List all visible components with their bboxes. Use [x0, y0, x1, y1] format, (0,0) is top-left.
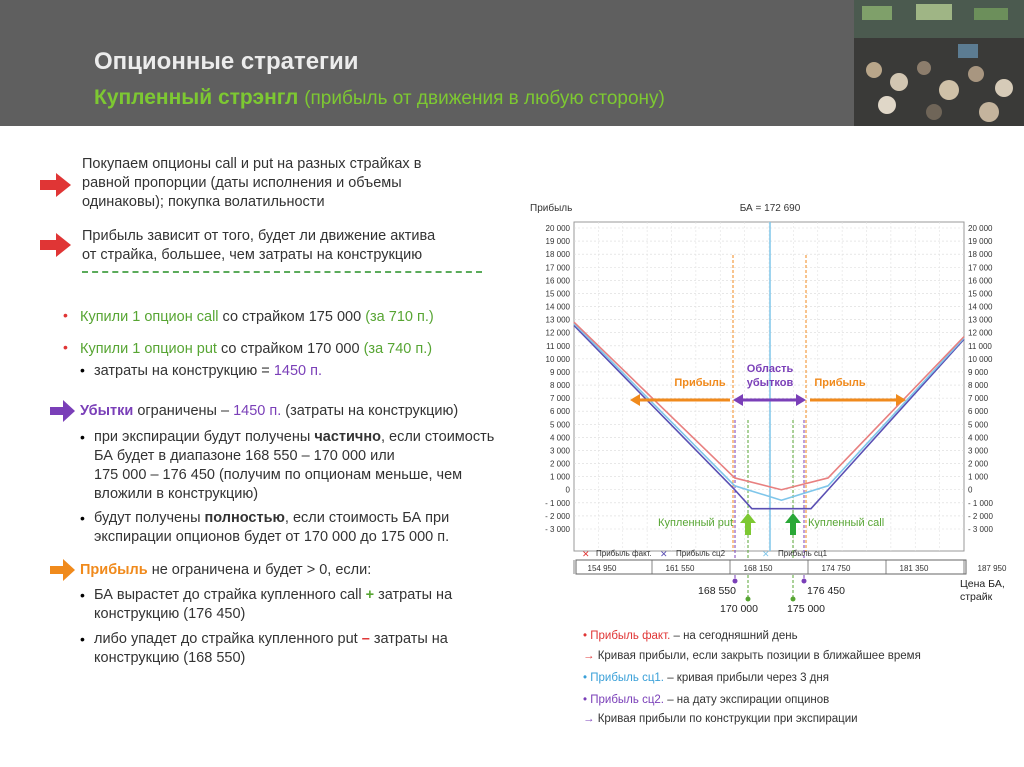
p1-line: Покупаем опционы call и put на разных страйках в — [82, 156, 422, 172]
profit-item-2 — [94, 630, 448, 668]
put-strike: со страйком 170 000 — [220, 341, 360, 357]
profit2-line: конструкцию (168 550) — [94, 650, 246, 666]
note-4 — [583, 694, 829, 706]
y-tick-label: 12 000 — [545, 328, 570, 338]
note-3 — [583, 672, 829, 684]
red-arrow-icon — [40, 172, 72, 198]
loss1-text: при экспирации будут получены — [94, 429, 311, 445]
y-tick-label: 17 000 — [545, 263, 570, 273]
mark-dot — [791, 597, 796, 602]
y-tick-label: 2 000 — [549, 459, 570, 469]
loss-text: ограничены – — [137, 403, 230, 419]
y-tick-label: 10 000 — [968, 354, 993, 364]
y-tick-label: - 2 000 — [545, 511, 570, 521]
profit-word: Прибыль — [80, 562, 148, 578]
mark-176450: 176 450 — [807, 585, 845, 597]
red-bullet-icon: • — [63, 307, 68, 323]
put-line — [80, 340, 432, 359]
loss1-text: , если стоимость — [380, 429, 495, 445]
y-tick-label: 18 000 — [545, 250, 570, 260]
plus-sign: + — [365, 587, 375, 603]
y-tick-label: 12 000 — [968, 328, 993, 338]
bullet-icon: • — [80, 587, 85, 603]
strangle-chart — [525, 195, 1024, 620]
profit1-text: БА вырастет до страйка купленного call — [94, 587, 362, 603]
y-tick-label: 0 — [968, 485, 973, 495]
legend-sc2: Прибыль сц2 — [676, 549, 726, 558]
p1-line: равной пропорции (даты исполнения и объемы — [82, 175, 402, 191]
subtitle-note: (прибыль от движения в любую сторону) — [304, 88, 665, 109]
y-ticks-left — [545, 224, 570, 534]
put-label: Купленный put — [658, 517, 733, 529]
x-tick-label: 168 150 — [743, 564, 773, 573]
loss2-text: будут получены — [94, 510, 201, 526]
purple-bullet-icon: • — [583, 694, 588, 706]
x-tick-label: 181 350 — [899, 564, 929, 573]
note-5 — [583, 713, 858, 725]
zone-loss-line2: убытков — [746, 377, 794, 389]
purple-arrow-icon: → — [583, 713, 595, 725]
mark-175000: 175 000 — [787, 603, 825, 615]
purple-arrow-icon — [50, 400, 76, 422]
cost-line — [94, 362, 322, 381]
put-text: Купили 1 опцион put — [80, 341, 217, 357]
loss-item-2 — [94, 509, 449, 547]
y-axis-label: Прибыль — [530, 203, 573, 214]
profit-heading — [80, 561, 371, 580]
loss1-bold: частично — [314, 429, 381, 445]
y-tick-label: 10 000 — [545, 354, 570, 364]
y-tick-label: 20 000 — [968, 224, 993, 233]
x-tick-label: 161 550 — [665, 564, 695, 573]
y-tick-label: 9 000 — [968, 367, 989, 377]
y-tick-label: 15 000 — [545, 289, 570, 299]
call-text: Купили 1 опцион call — [80, 309, 219, 325]
note-4-text: – на дату экспирации опцинов — [667, 694, 830, 706]
profit1-text: затраты на — [378, 587, 453, 603]
loss-note: (затраты на конструкцию) — [285, 403, 459, 419]
red-bullet-icon: • — [63, 339, 68, 355]
y-tick-label: - 2 000 — [968, 511, 993, 521]
dashed-divider — [82, 271, 482, 273]
y-tick-label: 15 000 — [968, 289, 993, 299]
y-tick-label: - 3 000 — [545, 525, 570, 534]
legend-fact: Прибыль факт. — [596, 549, 652, 558]
p2-line: Прибыль зависит от того, будет ли движение актива — [82, 228, 436, 244]
y-tick-label: 8 000 — [549, 381, 570, 391]
x-axis-label-2: страйк — [960, 591, 993, 603]
cost-text: затраты на конструкцию = — [94, 363, 270, 379]
y-tick-label: 13 000 — [545, 315, 570, 325]
x-tick-label: 154 950 — [587, 564, 617, 573]
note-3-text: – кривая прибыли через 3 дня — [667, 672, 829, 684]
y-tick-label: 3 000 — [968, 446, 989, 456]
loss1-line: БА будет в диапазоне 168 550 – 170 000 или — [94, 448, 395, 464]
y-tick-label: - 3 000 — [968, 525, 993, 534]
p1-line: одинаковы); покупка волатильности — [82, 194, 325, 210]
profit-text: не ограничена и будет > 0, если: — [151, 562, 372, 578]
note-1-key: Прибыль факт. — [590, 630, 671, 642]
y-tick-label: 7 000 — [549, 394, 570, 404]
legend-x-icon: ✕ — [582, 549, 590, 559]
call-price: (за 710 п.) — [365, 309, 434, 325]
y-tick-label: 16 000 — [968, 276, 993, 286]
put-price: (за 740 п.) — [363, 341, 433, 357]
red-arrow-icon — [40, 232, 72, 258]
zone-loss-line1: Область — [746, 363, 794, 375]
y-tick-label: 2 000 — [968, 459, 989, 469]
y-tick-label: 11 000 — [968, 341, 992, 351]
minus-sign: – — [361, 631, 370, 647]
mark-dot — [733, 579, 738, 584]
paragraph-2 — [82, 227, 435, 265]
y-tick-label: - 1 000 — [545, 498, 570, 508]
y-tick-label: 19 000 — [545, 237, 570, 247]
profit2-text: либо упадет до страйка купленного put — [94, 631, 358, 647]
y-tick-label: 1 000 — [549, 472, 570, 482]
mark-170000: 170 000 — [720, 603, 758, 615]
y-tick-label: 13 000 — [968, 315, 993, 325]
loss-word: Убытки — [80, 403, 134, 419]
zone-profit-left: Прибыль — [674, 377, 726, 389]
profit-item-1 — [94, 586, 452, 624]
bullet-icon: • — [80, 362, 85, 378]
y-tick-label: 14 000 — [968, 302, 993, 312]
y-tick-label: 4 000 — [968, 433, 989, 443]
y-tick-label: 11 000 — [546, 341, 570, 351]
header-bar — [0, 0, 1024, 126]
mark-dot — [746, 597, 751, 602]
orange-arrow-icon — [50, 559, 76, 581]
legend-sc1: Прибыль сц1 — [778, 549, 828, 558]
x-tick-label: 187 950 — [977, 564, 1007, 573]
y-tick-label: 5 000 — [968, 420, 989, 430]
y-tick-label: 20 000 — [545, 224, 570, 233]
x-tick-label: 174 750 — [821, 564, 851, 573]
page-subtitle — [94, 86, 665, 110]
photo-illustration — [854, 0, 1024, 126]
x-axis-label-1: Цена БА, — [960, 578, 1005, 590]
y-tick-label: 7 000 — [968, 394, 989, 404]
y-tick-label: 6 000 — [968, 407, 989, 417]
y-tick-label: 5 000 — [549, 420, 570, 430]
note-1-text: – на сегодняшний день — [673, 630, 798, 642]
note-3-key: Прибыль сц1. — [590, 672, 664, 684]
profit2-text: затраты на — [373, 631, 448, 647]
legend-x-icon: ✕ — [762, 549, 770, 559]
note-1 — [583, 630, 798, 642]
call-strike: со страйком 175 000 — [222, 309, 362, 325]
loss2-text: , если стоимость БА при — [284, 510, 450, 526]
loss1-line: 175 000 – 176 450 (получим по опционам меньше, чем — [94, 467, 463, 483]
y-tick-label: 14 000 — [545, 302, 570, 312]
blue-bullet-icon: • — [583, 672, 588, 684]
legend-x-icon: ✕ — [660, 549, 668, 559]
mark-168550: 168 550 — [698, 585, 736, 597]
loss1-line: вложили в конструкцию) — [94, 486, 259, 502]
loss2-bold: полностью — [204, 510, 285, 526]
note-4-key: Прибыль сц2. — [590, 694, 664, 706]
note-2 — [583, 650, 921, 662]
y-tick-label: 19 000 — [968, 237, 993, 247]
cost-value: 1450 п. — [273, 363, 322, 379]
bullet-icon: • — [80, 631, 85, 647]
profit1-line: конструкцию (176 450) — [94, 606, 246, 622]
red-bullet-icon: • — [583, 630, 588, 642]
loss-heading — [80, 402, 458, 421]
zone-profit-right: Прибыль — [814, 377, 866, 389]
call-line — [80, 308, 434, 327]
loss2-line: экспирации опционов будет от 170 000 до 175 000 п. — [94, 529, 450, 545]
y-tick-label: 8 000 — [968, 381, 989, 391]
y-tick-label: 3 000 — [549, 446, 570, 456]
paragraph-1 — [82, 155, 421, 212]
stock-exchange-photo — [854, 0, 1024, 126]
p2-line: от страйка, большее, чем затраты на конструкцию — [82, 247, 423, 263]
subtitle-main: Купленный стрэнгл — [94, 86, 299, 109]
note-5-text: Кривая прибыли по конструкции при экспирации — [597, 713, 858, 725]
y-tick-label: 16 000 — [545, 276, 570, 286]
y-tick-label: 18 000 — [968, 250, 993, 260]
bullet-icon: • — [80, 510, 85, 526]
y-tick-label: - 1 000 — [968, 498, 993, 508]
y-tick-label: 0 — [565, 485, 570, 495]
loss-item-1 — [94, 428, 494, 504]
loss-value: 1450 п. — [233, 403, 282, 419]
y-tick-label: 17 000 — [968, 263, 993, 273]
page-title: Опционные стратегии — [94, 48, 359, 75]
y-tick-label: 4 000 — [549, 433, 570, 443]
bullet-icon: • — [80, 429, 85, 445]
mark-dot — [802, 579, 807, 584]
y-ticks-right — [968, 224, 993, 534]
call-label: Купленный call — [808, 517, 885, 529]
note-2-text: Кривая прибыли, если закрыть позиции в ближайшее время — [597, 650, 921, 662]
y-tick-label: 9 000 — [549, 367, 570, 377]
red-arrow-icon: → — [583, 650, 595, 662]
y-tick-label: 6 000 — [549, 407, 570, 417]
y-tick-label: 1 000 — [968, 472, 989, 482]
ba-label: БА = 172 690 — [739, 203, 801, 214]
